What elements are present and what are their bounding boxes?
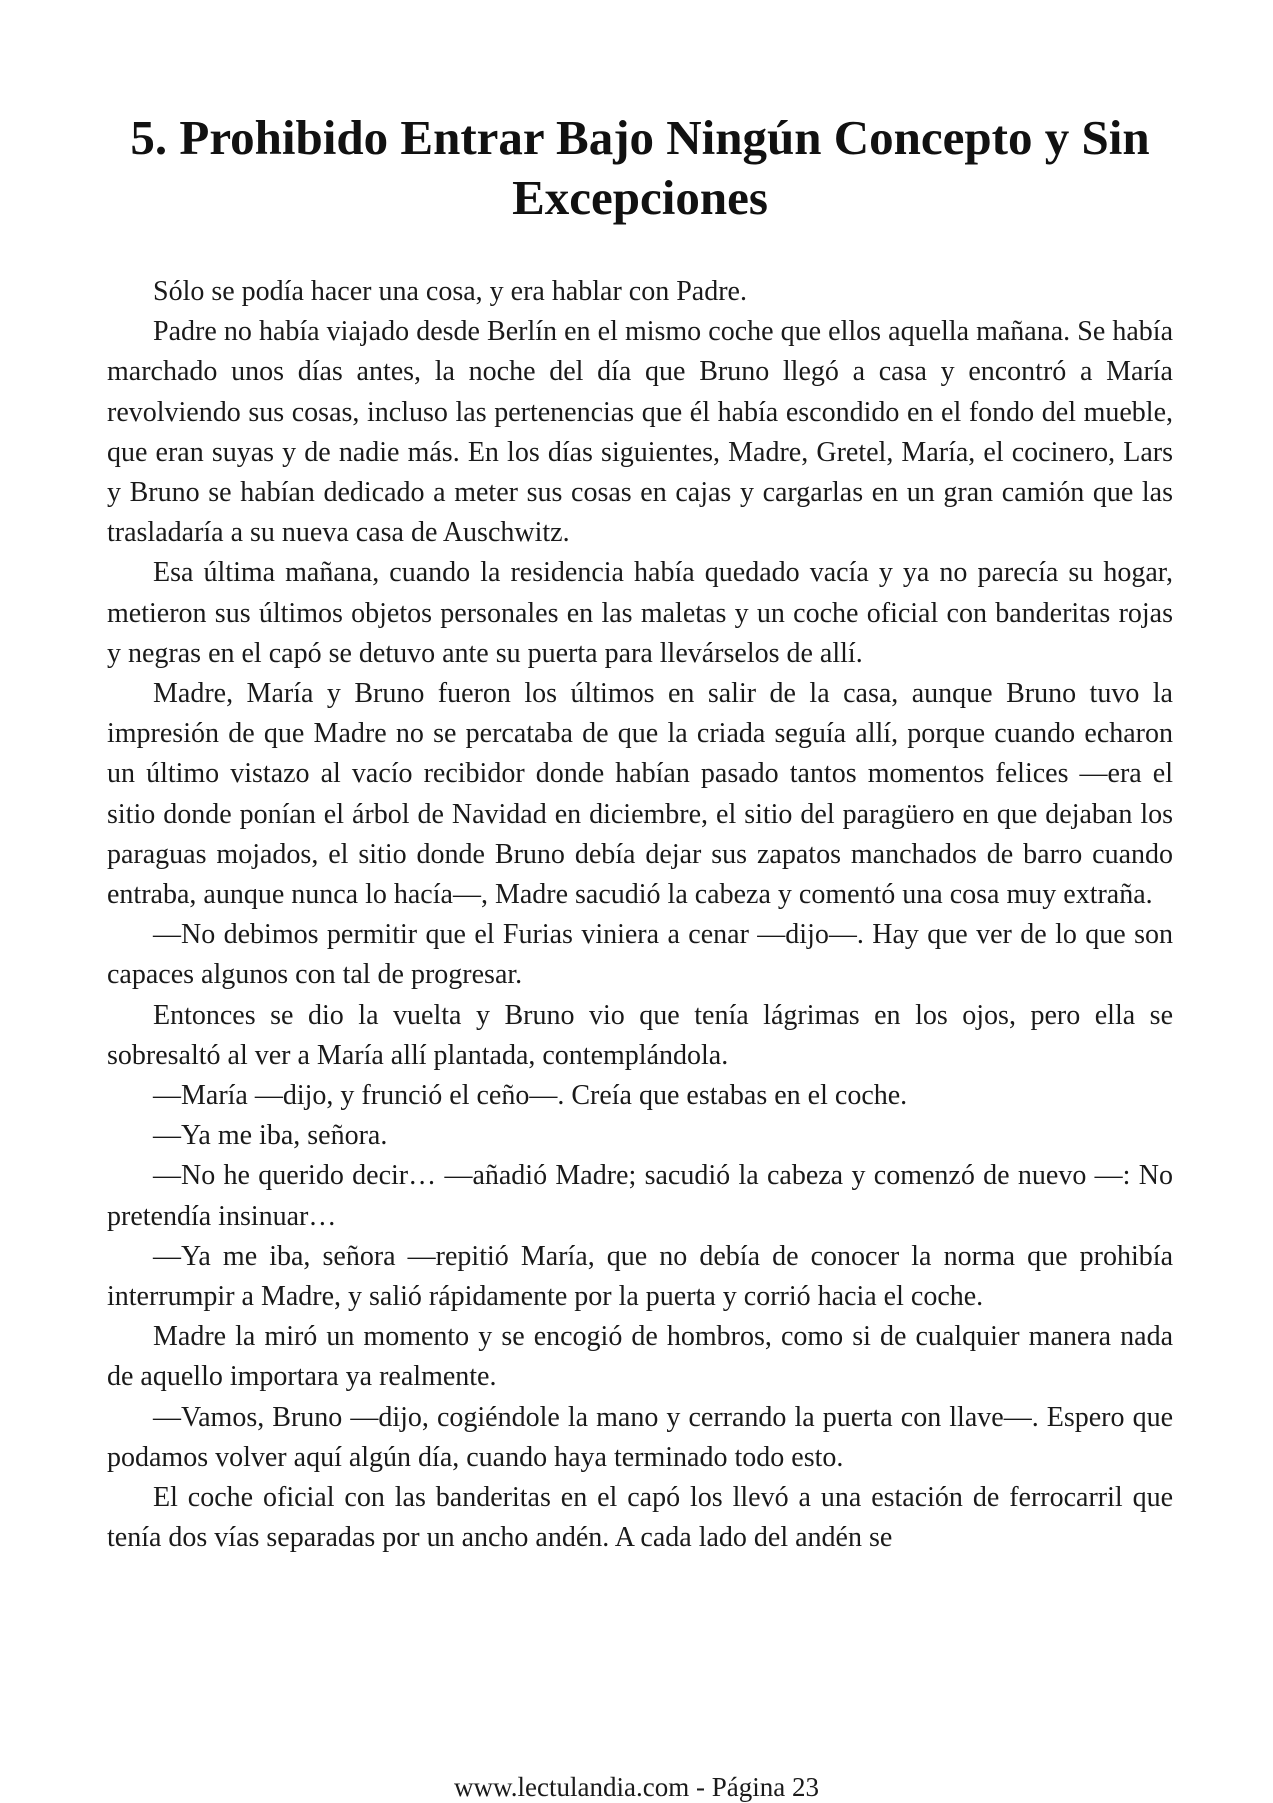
paragraph: Padre no había viajado desde Berlín en el mismo coche que ellos aquella mañana. Se había marchado unos días antes, la noche del día que Bruno llegó a casa y encontró a María revolviendo sus cosas, incluso las pertenencias que él había escondido en el fondo del mueble, que eran suyas y de nadie más. En los días siguientes, Madre, Gretel, María, el cocinero, Lars y Bruno se habían dedicado a meter sus cosas en cajas y cargarlas en un gran camión que las trasladaría a su nueva casa de Auschwitz. <box>107 316 1173 549</box>
page-footer: www.lectulandia.com - Página 23 <box>454 1772 819 1802</box>
paragraph: El coche oficial con las banderitas en el capó los llevó a una estación de ferrocarril que tenía dos vías separadas por un ancho andén. A cada lado del andén se <box>107 1482 1173 1554</box>
dialogue-paragraph: —Vamos, Bruno —dijo, cogiéndole la mano y cerrando la puerta con llave—. Espero que podamos volver aquí algún día, cuando haya terminado todo esto. <box>107 1401 1173 1473</box>
dialogue-paragraph: —Ya me iba, señora —repitió María, que no debía de conocer la norma que prohibía interrumpir a Madre, y salió rápidamente por la puerta y corrió hacia el coche. <box>107 1240 1173 1313</box>
dialogue-paragraph: —No he querido decir… —añadió Madre; sacudió la cabeza y comenzó de nuevo —: No pretendía insinuar… <box>107 1160 1173 1232</box>
dialogue-paragraph: —María —dijo, y frunció el ceño—. Creía que estabas en el coche. <box>153 1080 908 1112</box>
paragraph: Madre la miró un momento y se encogió de hombros, como si de cualquier manera nada de aquello importara ya realmente. <box>107 1321 1173 1393</box>
paragraph: Entonces se dio la vuelta y Bruno vio que tenía lágrimas en los ojos, pero ella se sobresaltó al ver a María allí plantada, contemplándola. <box>107 999 1173 1071</box>
paragraph: Madre, María y Bruno fueron los últimos en salir de la casa, aunque Bruno tuvo la impresión de que Madre no se percataba de que la criada seguía allí, porque cuando echaron un último vistazo al vacío recibidor donde habían pasado tantos momentos felices —era el sitio donde ponían el árbol de Navidad en diciembre, el sitio del paragüero en que dejaban los paraguas mojados, el sitio donde Bruno debía dejar sus zapatos manchados de barro cuando entraba, aunque nunca lo hacía—, Madre sacudió la cabeza y comentó una cosa muy extraña. <box>107 678 1173 911</box>
page-content <box>107 108 1173 1559</box>
dialogue-paragraph: —Ya me iba, señora. <box>153 1120 388 1152</box>
dialogue-paragraph: —No debimos permitir que el Furias viniera a cenar —dijo—. Hay que ver de lo que son capaces algunos con tal de progresar. <box>107 919 1173 991</box>
paragraph: Sólo se podía hacer una cosa, y era hablar con Padre. <box>153 276 747 307</box>
paragraph: Esa última mañana, cuando la residencia había quedado vacía y ya no parecía su hogar, metieron sus últimos objetos personales en las maletas y un coche oficial con banderitas rojas y negras en el capó se detuvo ante su puerta para llevárselos de allí. <box>107 557 1173 669</box>
chapter-title: 5. Prohibido Entrar Bajo Ningún Concepto y Sin Excepciones <box>130 110 1150 225</box>
chapter-body <box>107 272 1173 1559</box>
